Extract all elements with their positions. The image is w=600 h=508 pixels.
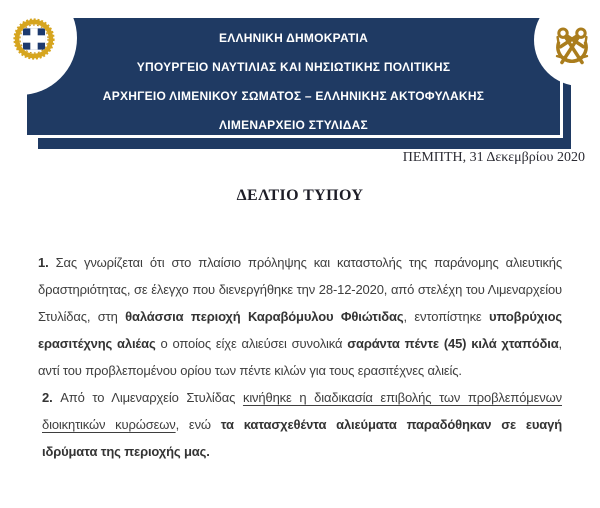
text-segment: , εντοπίστηκε [403, 309, 490, 324]
banner-line-port-auth: ΛΙΜΕΝΑΡΧΕΙΟ ΣΤΥΛΙΔΑΣ [219, 118, 368, 132]
banner-line-ministry: ΥΠΟΥΡΓΕΙΟ ΝΑΥΤΙΛΙΑΣ ΚΑΙ ΝΗΣΙΩΤΙΚΗΣ ΠΟΛΙΤΙΚΗΣ [136, 60, 451, 74]
text-segment: ο οποίος είχε αλιεύσει συνολικά [155, 336, 348, 351]
text-segment: Σας γνωρίζεται ότι στο πλαίσιο πρόληψης και καταστολής της παράνομης αλιευτικής δραστηριότητας, σε έλεγχο που διενεργήθηκε την 28-12-2020, από στελέχη του Λιμεναρχείου Στυλίδας, στη [38, 255, 562, 324]
page-title: ΔΕΛΤΙΟ ΤΥΠΟΥ [236, 187, 364, 204]
text-segment: υποβρύχιος ερασιτέχνης αλιέας [38, 309, 562, 351]
text-segment: 1. [38, 255, 56, 270]
banner-text-block [27, 18, 560, 135]
text-segment: θαλάσσια περιοχή Καραβόμυλου Φθιώτιδας [125, 309, 404, 324]
text-segment: Από το Λιμεναρχείο Στυλίδας [60, 390, 243, 405]
text-segment: 2. [42, 390, 61, 405]
banner-line-hq: ΑΡΧΗΓΕΙΟ ΛΙΜΕΝΙΚΟΥ ΣΩΜΑΤΟΣ – ΕΛΛΗΝΙΚΗΣ ΑΚΤΟΦΥΛΑΚΗΣ [102, 89, 485, 103]
press-release-body [38, 249, 562, 465]
text-segment: , ενώ [175, 417, 221, 432]
text-segment: κινήθηκε η διαδικασία επιβολής των προβλεπόμενων διοικητικών κυρώσεων [42, 390, 562, 432]
text-segment: τα κατασχεθέντα αλιεύματα παραδόθηκαν σε ευαγή ιδρύματα της περιοχής μας. [42, 417, 562, 459]
text-segment: σαράντα πέντε (45) κιλά χταπόδια [347, 336, 559, 351]
text-segment: , αντί του προβλεπομένου ορίου των πέντε κιλών για τους ερασιτέχνες αλιείς. [38, 336, 563, 378]
paragraph-1 [38, 249, 562, 384]
date-line: ΠΕΜΠΤΗ, 31 Δεκεμβρίου 2020 [402, 150, 585, 165]
paragraph-2 [38, 384, 562, 465]
banner-line-republic: ΕΛΛΗΝΙΚΗ ΔΗΜΟΚΡΑΤΙΑ [218, 31, 369, 45]
